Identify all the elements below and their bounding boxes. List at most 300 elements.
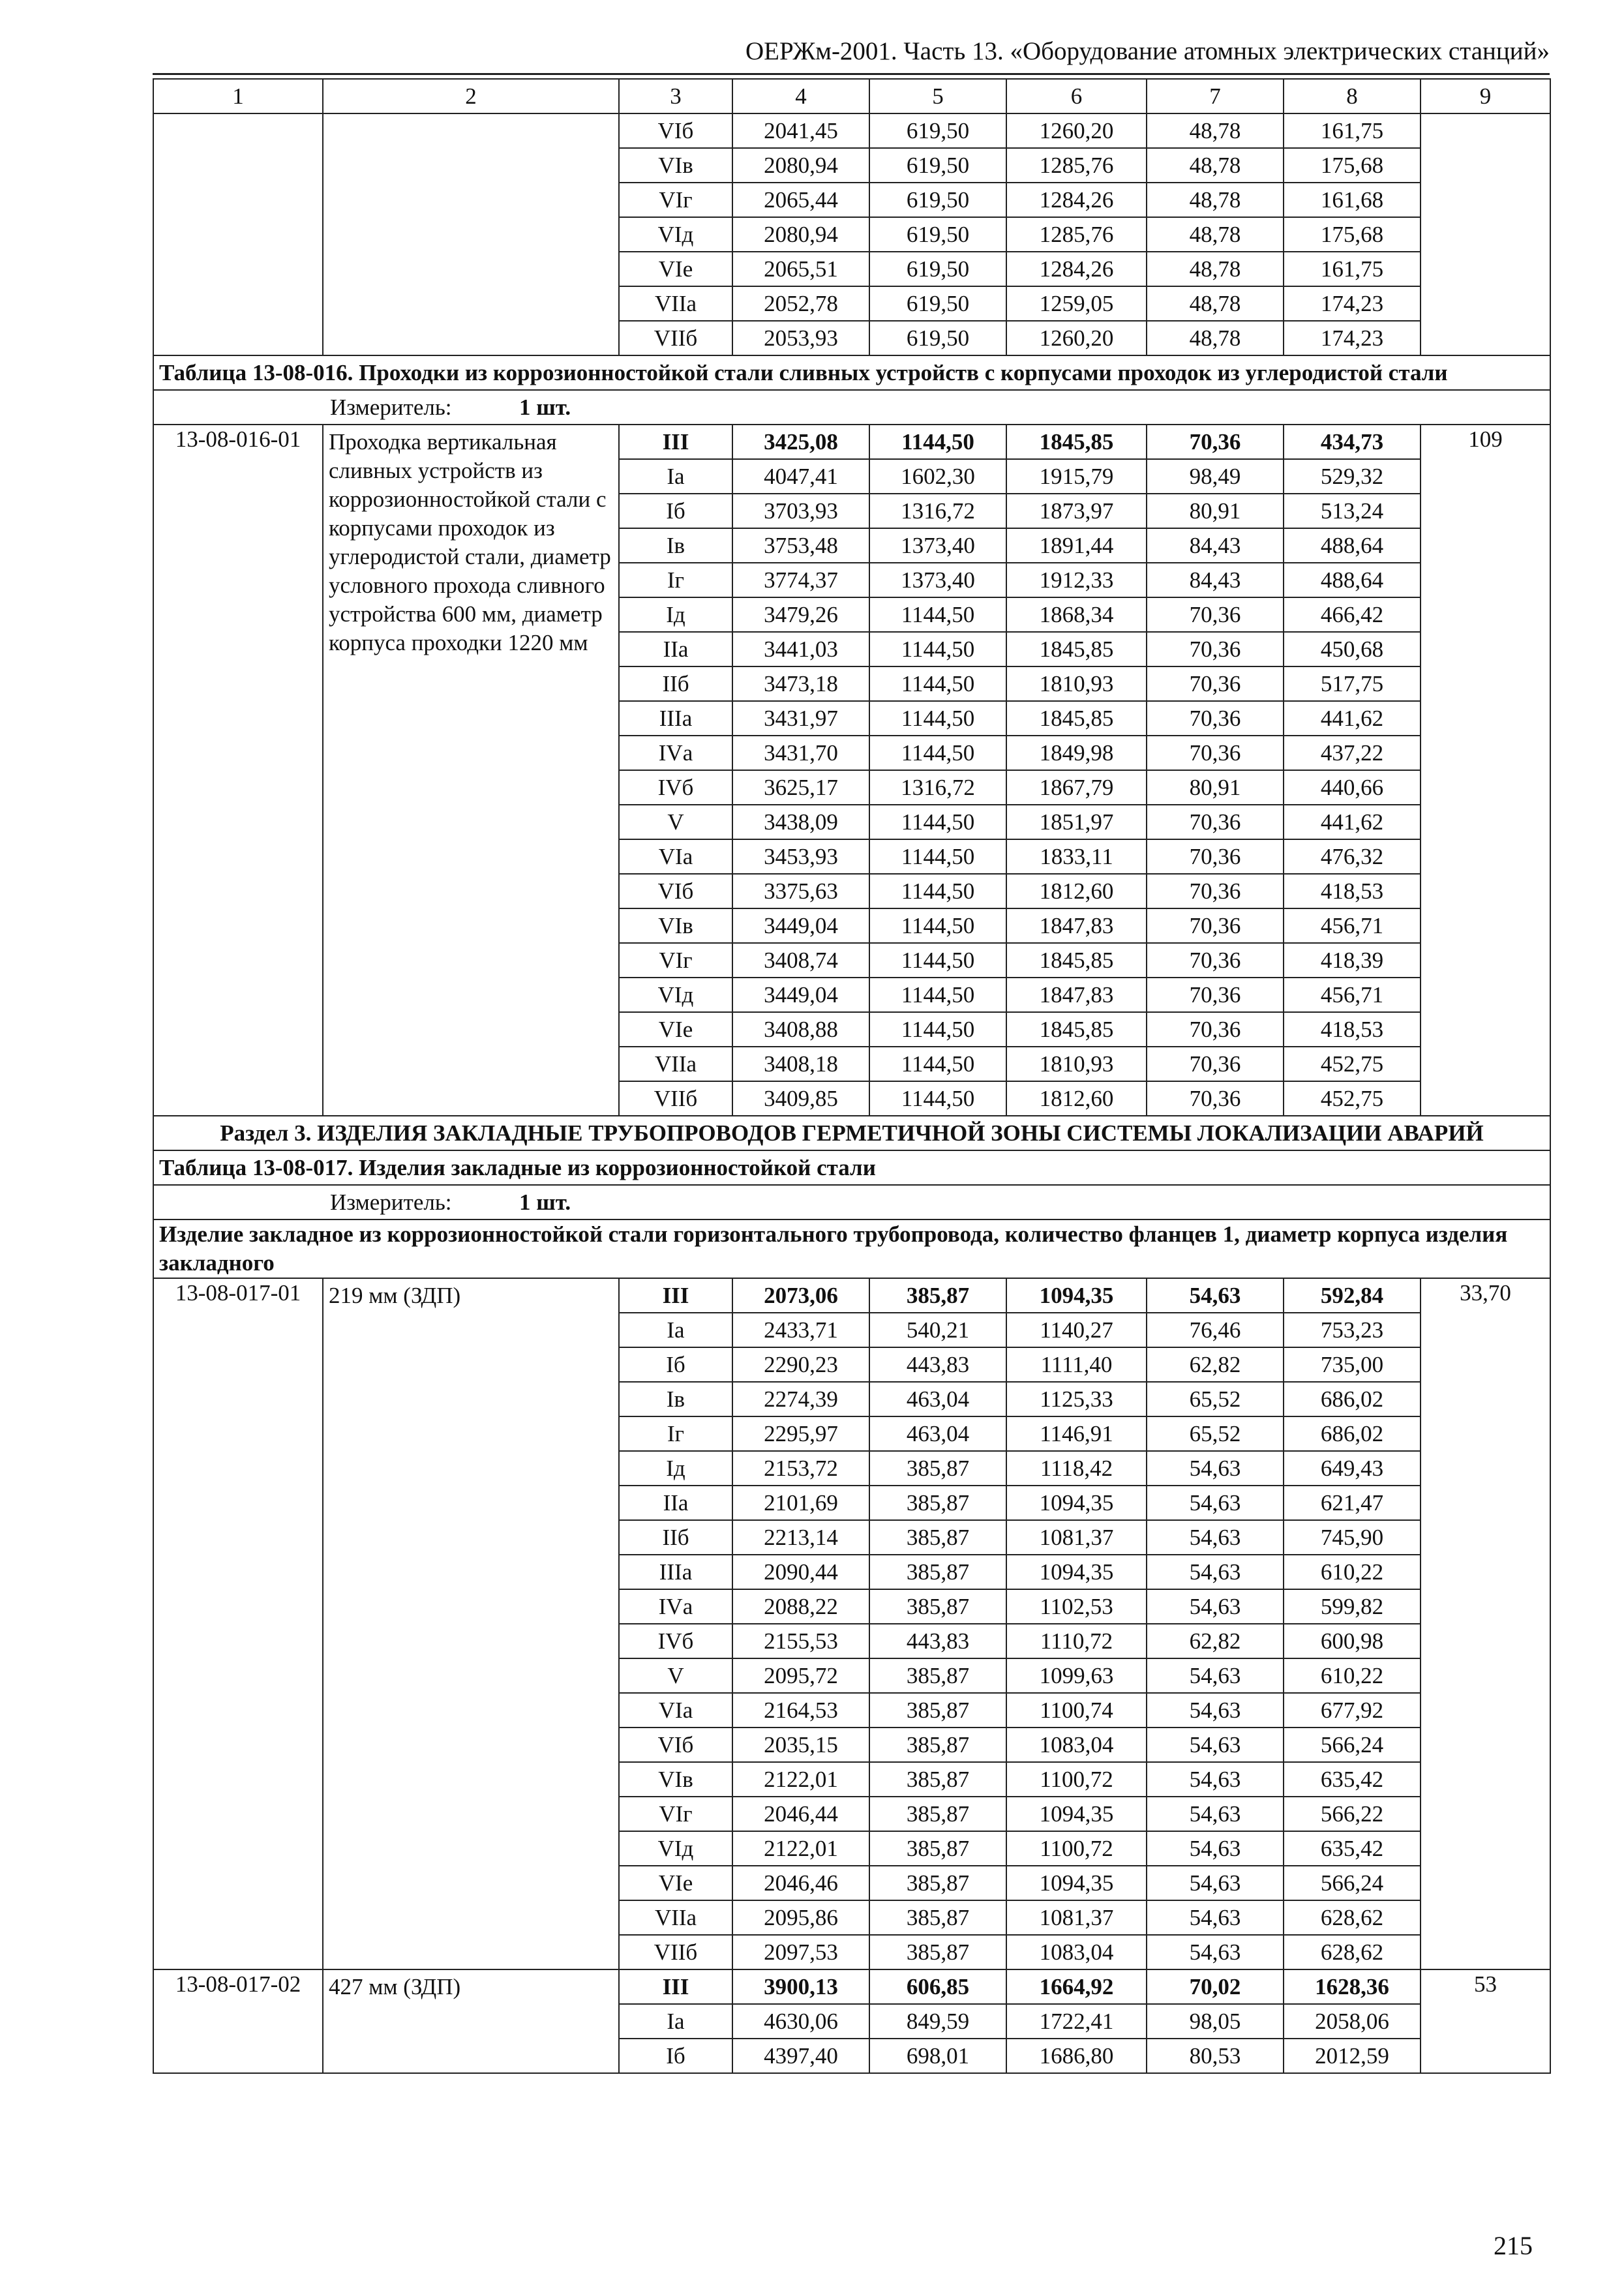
zone-cell: Iб [619,494,732,528]
zone-cell: IVа [619,1589,732,1624]
value-cell: 70,36 [1147,701,1284,736]
value-cell: 1099,63 [1006,1658,1147,1693]
value-cell: 418,53 [1284,874,1421,908]
value-cell: 70,36 [1147,839,1284,874]
zone-cell: III [619,1969,732,2004]
value-cell: 1285,76 [1006,217,1147,252]
value-cell: 70,36 [1147,874,1284,908]
value-cell: 4047,41 [732,459,869,494]
value-cell: 65,52 [1147,1382,1284,1416]
value-cell: 3753,48 [732,528,869,563]
value-cell: 1845,85 [1006,1012,1147,1047]
table-row [153,1969,1550,2004]
value-cell: 3703,93 [732,494,869,528]
value-cell: 98,05 [1147,2004,1284,2039]
value-cell: 1602,30 [869,459,1006,494]
value-cell: 1664,92 [1006,1969,1147,2004]
value-cell: 1849,98 [1006,736,1147,770]
zone-cell: Iб [619,1347,732,1382]
value-cell: 70,36 [1147,597,1284,632]
value-cell: 745,90 [1284,1520,1421,1555]
value-cell: 3900,13 [732,1969,869,2004]
value-cell: 161,68 [1284,183,1421,217]
zone-cell: Iд [619,597,732,632]
value-cell: 1144,50 [869,805,1006,839]
value-cell: 450,68 [1284,632,1421,666]
zone-cell: VIг [619,943,732,978]
value-cell: 385,87 [869,1728,1006,1762]
value-cell: 385,87 [869,1797,1006,1831]
value-cell: 54,63 [1147,1797,1284,1831]
value-cell: 1912,33 [1006,563,1147,597]
value-cell: 628,62 [1284,1900,1421,1935]
value-cell: 174,23 [1284,321,1421,355]
value-cell: 48,78 [1147,217,1284,252]
zone-cell: VIв [619,148,732,183]
value-cell: 1722,41 [1006,2004,1147,2039]
item-description [323,113,619,355]
value-cell: 2046,44 [732,1797,869,1831]
zone-cell: VIг [619,1797,732,1831]
value-cell: 1100,72 [1006,1831,1147,1866]
value-cell: 2052,78 [732,286,869,321]
zone-cell: VIIа [619,1047,732,1081]
value-cell: 54,63 [1147,1762,1284,1797]
column-number: 5 [869,79,1006,113]
page-number: 215 [1494,2231,1533,2260]
zone-cell: Iв [619,1382,732,1416]
table-subheading: Изделие закладное из коррозионностойкой стали горизонтального трубопровода, количество фланцев 1, диаметр корпуса изделия закладного [153,1219,1550,1278]
value-cell: 610,22 [1284,1555,1421,1589]
value-cell: 385,87 [869,1451,1006,1486]
value-cell: 418,53 [1284,1012,1421,1047]
value-cell: 1144,50 [869,978,1006,1012]
value-cell: 2080,94 [732,217,869,252]
value-cell: 1144,50 [869,1081,1006,1116]
value-cell: 1094,35 [1006,1866,1147,1900]
value-cell: 70,36 [1147,736,1284,770]
value-cell: 540,21 [869,1313,1006,1347]
value-cell: 1628,36 [1284,1969,1421,2004]
value-cell: 1146,91 [1006,1416,1147,1451]
zone-cell: VIд [619,978,732,1012]
value-cell: 1100,74 [1006,1693,1147,1728]
value-cell: 3408,88 [732,1012,869,1047]
value-cell: 70,36 [1147,632,1284,666]
value-cell: 62,82 [1147,1624,1284,1658]
value-cell: 513,24 [1284,494,1421,528]
value-cell: 84,43 [1147,563,1284,597]
section-title-row [153,1116,1550,1150]
value-cell: 628,62 [1284,1935,1421,1969]
value-cell: 1285,76 [1006,148,1147,183]
value-cell: 70,36 [1147,425,1284,459]
value-cell: 54,63 [1147,1589,1284,1624]
value-cell: 84,43 [1147,528,1284,563]
value-cell: 70,02 [1147,1969,1284,2004]
value-cell: 48,78 [1147,252,1284,286]
value-cell: 54,63 [1147,1658,1284,1693]
value-cell: 62,82 [1147,1347,1284,1382]
value-cell: 441,62 [1284,701,1421,736]
value-cell: 456,71 [1284,978,1421,1012]
zone-cell: VIд [619,1831,732,1866]
value-cell: 619,50 [869,286,1006,321]
zone-cell: III [619,1278,732,1313]
value-cell: 161,75 [1284,252,1421,286]
value-cell: 635,42 [1284,1762,1421,1797]
value-cell: 1260,20 [1006,113,1147,148]
zone-cell: Iа [619,1313,732,1347]
value-cell: 65,52 [1147,1416,1284,1451]
value-cell: 1891,44 [1006,528,1147,563]
value-cell: 753,23 [1284,1313,1421,1347]
value-cell: 3479,26 [732,597,869,632]
item-code: 13-08-017-02 [153,1969,323,2073]
price-table [153,78,1551,2074]
value-cell: 1144,50 [869,597,1006,632]
value-cell: 174,23 [1284,286,1421,321]
value-cell: 54,63 [1147,1486,1284,1520]
measure-unit: 1 шт. [519,394,571,420]
column-number: 7 [1147,79,1284,113]
zone-cell: VIв [619,908,732,943]
value-cell: 619,50 [869,183,1006,217]
zone-cell: IIа [619,1486,732,1520]
value-cell: 735,00 [1284,1347,1421,1382]
value-cell: 1140,27 [1006,1313,1147,1347]
value-cell: 517,75 [1284,666,1421,701]
value-cell: 2122,01 [732,1831,869,1866]
value-cell: 2122,01 [732,1762,869,1797]
value-cell: 4397,40 [732,2039,869,2073]
zone-cell: V [619,1658,732,1693]
value-cell: 54,63 [1147,1728,1284,1762]
value-cell: 1284,26 [1006,252,1147,286]
zone-cell: IIб [619,666,732,701]
zone-cell: IIIа [619,1555,732,1589]
column-number: 4 [732,79,869,113]
measure-row [153,390,1550,425]
column-number-row [153,79,1550,113]
value-cell: 1081,37 [1006,1520,1147,1555]
value-cell: 1094,35 [1006,1555,1147,1589]
zone-cell: VIIб [619,1081,732,1116]
value-cell: 610,22 [1284,1658,1421,1693]
value-cell: 2213,14 [732,1520,869,1555]
value-cell: 1316,72 [869,770,1006,805]
item-description: 427 мм (ЗДП) [323,1969,619,2073]
value-cell: 1845,85 [1006,632,1147,666]
value-cell: 70,36 [1147,978,1284,1012]
value-cell: 1094,35 [1006,1278,1147,1313]
value-cell: 80,91 [1147,494,1284,528]
value-cell: 599,82 [1284,1589,1421,1624]
item-code [153,113,323,355]
table-row [153,1278,1550,1313]
zone-cell: Iд [619,1451,732,1486]
zone-cell: VIе [619,1866,732,1900]
value-cell: 488,64 [1284,528,1421,563]
value-cell: 54,63 [1147,1451,1284,1486]
measure-row [153,1185,1550,1219]
value-cell: 1144,50 [869,425,1006,459]
table-row [153,113,1550,148]
value-cell: 649,43 [1284,1451,1421,1486]
value-cell: 1081,37 [1006,1900,1147,1935]
value-cell: 385,87 [869,1589,1006,1624]
value-cell: 1259,05 [1006,286,1147,321]
value-cell: 440,66 [1284,770,1421,805]
column-number: 9 [1421,79,1550,113]
value-cell: 2012,59 [1284,2039,1421,2073]
value-cell: 385,87 [869,1520,1006,1555]
value-cell: 80,91 [1147,770,1284,805]
value-cell: 2073,06 [732,1278,869,1313]
value-cell: 635,42 [1284,1831,1421,1866]
value-cell: 2153,72 [732,1451,869,1486]
zone-cell: VIв [619,1762,732,1797]
value-cell: 385,87 [869,1900,1006,1935]
value-cell: 70,36 [1147,1047,1284,1081]
zone-cell: IVб [619,1624,732,1658]
value-cell: 1102,53 [1006,1589,1147,1624]
value-cell: 2053,93 [732,321,869,355]
value-cell: 418,39 [1284,943,1421,978]
zone-cell: Iг [619,1416,732,1451]
value-cell: 54,63 [1147,1693,1284,1728]
item-code: 13-08-017-01 [153,1278,323,1969]
value-cell: 1100,72 [1006,1762,1147,1797]
value-cell: 1125,33 [1006,1382,1147,1416]
value-cell: 1110,72 [1006,1624,1147,1658]
value-cell: 466,42 [1284,597,1421,632]
item-mass: 33,70 [1421,1278,1550,1969]
value-cell: 2046,46 [732,1866,869,1900]
value-cell: 1144,50 [869,666,1006,701]
value-cell: 2433,71 [732,1313,869,1347]
table-caption: Таблица 13-08-017. Изделия закладные из коррозионностойкой стали [153,1150,1550,1185]
value-cell: 1316,72 [869,494,1006,528]
item-mass [1421,113,1550,355]
zone-cell: VIб [619,874,732,908]
zone-cell: VIIа [619,286,732,321]
zone-cell: VIа [619,839,732,874]
value-cell: 1144,50 [869,632,1006,666]
value-cell: 619,50 [869,148,1006,183]
subheading-row [153,1219,1550,1278]
value-cell: 452,75 [1284,1047,1421,1081]
value-cell: 175,68 [1284,148,1421,183]
zone-cell: VIб [619,1728,732,1762]
value-cell: 54,63 [1147,1555,1284,1589]
value-cell: 592,84 [1284,1278,1421,1313]
value-cell: 619,50 [869,321,1006,355]
value-cell: 3375,63 [732,874,869,908]
value-cell: 443,83 [869,1624,1006,1658]
value-cell: 3431,97 [732,701,869,736]
value-cell: 385,87 [869,1866,1006,1900]
value-cell: 385,87 [869,1278,1006,1313]
zone-cell: VIIа [619,1900,732,1935]
value-cell: 1810,93 [1006,666,1147,701]
value-cell: 54,63 [1147,1831,1284,1866]
zone-cell: Iг [619,563,732,597]
value-cell: 70,36 [1147,1081,1284,1116]
value-cell: 1144,50 [869,1012,1006,1047]
value-cell: 488,64 [1284,563,1421,597]
zone-cell: Iб [619,2039,732,2073]
value-cell: 2155,53 [732,1624,869,1658]
zone-cell: VIе [619,1012,732,1047]
value-cell: 2101,69 [732,1486,869,1520]
value-cell: 385,87 [869,1693,1006,1728]
value-cell: 1845,85 [1006,943,1147,978]
value-cell: 161,75 [1284,113,1421,148]
running-header: ОЕРЖм-2001. Часть 13. «Оборудование атомных электрических станций» [745,37,1550,65]
value-cell: 1686,80 [1006,2039,1147,2073]
zone-cell: VIа [619,1693,732,1728]
value-cell: 1144,50 [869,701,1006,736]
value-cell: 70,36 [1147,666,1284,701]
measure-unit: 1 шт. [519,1189,571,1215]
value-cell: 1812,60 [1006,874,1147,908]
zone-cell: IVа [619,736,732,770]
value-cell: 1873,97 [1006,494,1147,528]
value-cell: 2088,22 [732,1589,869,1624]
value-cell: 463,04 [869,1382,1006,1416]
measure-label: Измеритель: [330,1189,452,1215]
value-cell: 385,87 [869,1762,1006,1797]
value-cell: 2065,44 [732,183,869,217]
value-cell: 698,01 [869,2039,1006,2073]
value-cell: 1810,93 [1006,1047,1147,1081]
value-cell: 2095,86 [732,1900,869,1935]
value-cell: 619,50 [869,252,1006,286]
table-caption-row [153,1150,1550,1185]
value-cell: 70,36 [1147,908,1284,943]
value-cell: 1845,85 [1006,701,1147,736]
zone-cell: IIа [619,632,732,666]
value-cell: 48,78 [1147,148,1284,183]
value-cell: 54,63 [1147,1935,1284,1969]
value-cell: 385,87 [869,1831,1006,1866]
value-cell: 476,32 [1284,839,1421,874]
item-mass: 109 [1421,425,1550,1116]
value-cell: 2097,53 [732,1935,869,1969]
value-cell: 385,87 [869,1555,1006,1589]
column-number: 3 [619,79,732,113]
value-cell: 98,49 [1147,459,1284,494]
value-cell: 566,24 [1284,1866,1421,1900]
value-cell: 456,71 [1284,908,1421,943]
measure-label: Измеритель: [330,394,452,420]
value-cell: 1833,11 [1006,839,1147,874]
value-cell: 2065,51 [732,252,869,286]
value-cell: 48,78 [1147,286,1284,321]
value-cell: 1144,50 [869,839,1006,874]
value-cell: 70,36 [1147,943,1284,978]
value-cell: 600,98 [1284,1624,1421,1658]
value-cell: 76,46 [1147,1313,1284,1347]
item-description: 219 мм (ЗДП) [323,1278,619,1969]
item-mass: 53 [1421,1969,1550,2073]
value-cell: 1868,34 [1006,597,1147,632]
item-description: Проходка вертикальная сливных устройств из коррозионностойкой стали с корпусами проходок из углеродистой стали, диаметр условного прохода сливного устройства 600 мм, диаметр корпуса проходки 1220 мм [323,425,619,1116]
zone-cell: VIе [619,252,732,286]
zone-cell: IVб [619,770,732,805]
value-cell: 3409,85 [732,1081,869,1116]
value-cell: 70,36 [1147,1012,1284,1047]
value-cell: 566,22 [1284,1797,1421,1831]
table-row [153,425,1550,459]
value-cell: 434,73 [1284,425,1421,459]
value-cell: 1144,50 [869,874,1006,908]
value-cell: 54,63 [1147,1900,1284,1935]
value-cell: 385,87 [869,1658,1006,1693]
column-number: 1 [153,79,323,113]
zone-cell: Iв [619,528,732,563]
value-cell: 1094,35 [1006,1797,1147,1831]
value-cell: 1373,40 [869,563,1006,597]
value-cell: 1144,50 [869,943,1006,978]
value-cell: 3441,03 [732,632,869,666]
value-cell: 1144,50 [869,908,1006,943]
zone-cell: Iа [619,459,732,494]
value-cell: 3453,93 [732,839,869,874]
measure-cell [153,390,1550,425]
zone-cell: VIб [619,113,732,148]
section-title: Раздел 3. ИЗДЕЛИЯ ЗАКЛАДНЫЕ ТРУБОПРОВОДОВ ГЕРМЕТИЧНОЙ ЗОНЫ СИСТЕМЫ ЛОКАЛИЗАЦИИ АВАРИЙ [153,1116,1550,1150]
value-cell: 621,47 [1284,1486,1421,1520]
value-cell: 70,36 [1147,805,1284,839]
value-cell: 3625,17 [732,770,869,805]
value-cell: 54,63 [1147,1866,1284,1900]
column-number: 8 [1284,79,1421,113]
zone-cell: VIд [619,217,732,252]
zone-cell: V [619,805,732,839]
value-cell: 1083,04 [1006,1728,1147,1762]
value-cell: 48,78 [1147,321,1284,355]
value-cell: 2035,15 [732,1728,869,1762]
table-caption-row [153,355,1550,390]
value-cell: 452,75 [1284,1081,1421,1116]
value-cell: 619,50 [869,113,1006,148]
value-cell: 566,24 [1284,1728,1421,1762]
value-cell: 2164,53 [732,1693,869,1728]
value-cell: 3431,70 [732,736,869,770]
value-cell: 2095,72 [732,1658,869,1693]
value-cell: 2058,06 [1284,2004,1421,2039]
value-cell: 48,78 [1147,183,1284,217]
value-cell: 1144,50 [869,1047,1006,1081]
value-cell: 686,02 [1284,1382,1421,1416]
value-cell: 3449,04 [732,978,869,1012]
value-cell: 1111,40 [1006,1347,1147,1382]
value-cell: 2090,44 [732,1555,869,1589]
value-cell: 1144,50 [869,736,1006,770]
value-cell: 1845,85 [1006,425,1147,459]
table-caption: Таблица 13-08-016. Проходки из коррозионностойкой стали сливных устройств с корпусами проходок из углеродистой стали [153,355,1550,390]
value-cell: 1851,97 [1006,805,1147,839]
value-cell: 529,32 [1284,459,1421,494]
value-cell: 1284,26 [1006,183,1147,217]
column-number: 2 [323,79,619,113]
value-cell: 1373,40 [869,528,1006,563]
value-cell: 4630,06 [732,2004,869,2039]
value-cell: 48,78 [1147,113,1284,148]
value-cell: 619,50 [869,217,1006,252]
